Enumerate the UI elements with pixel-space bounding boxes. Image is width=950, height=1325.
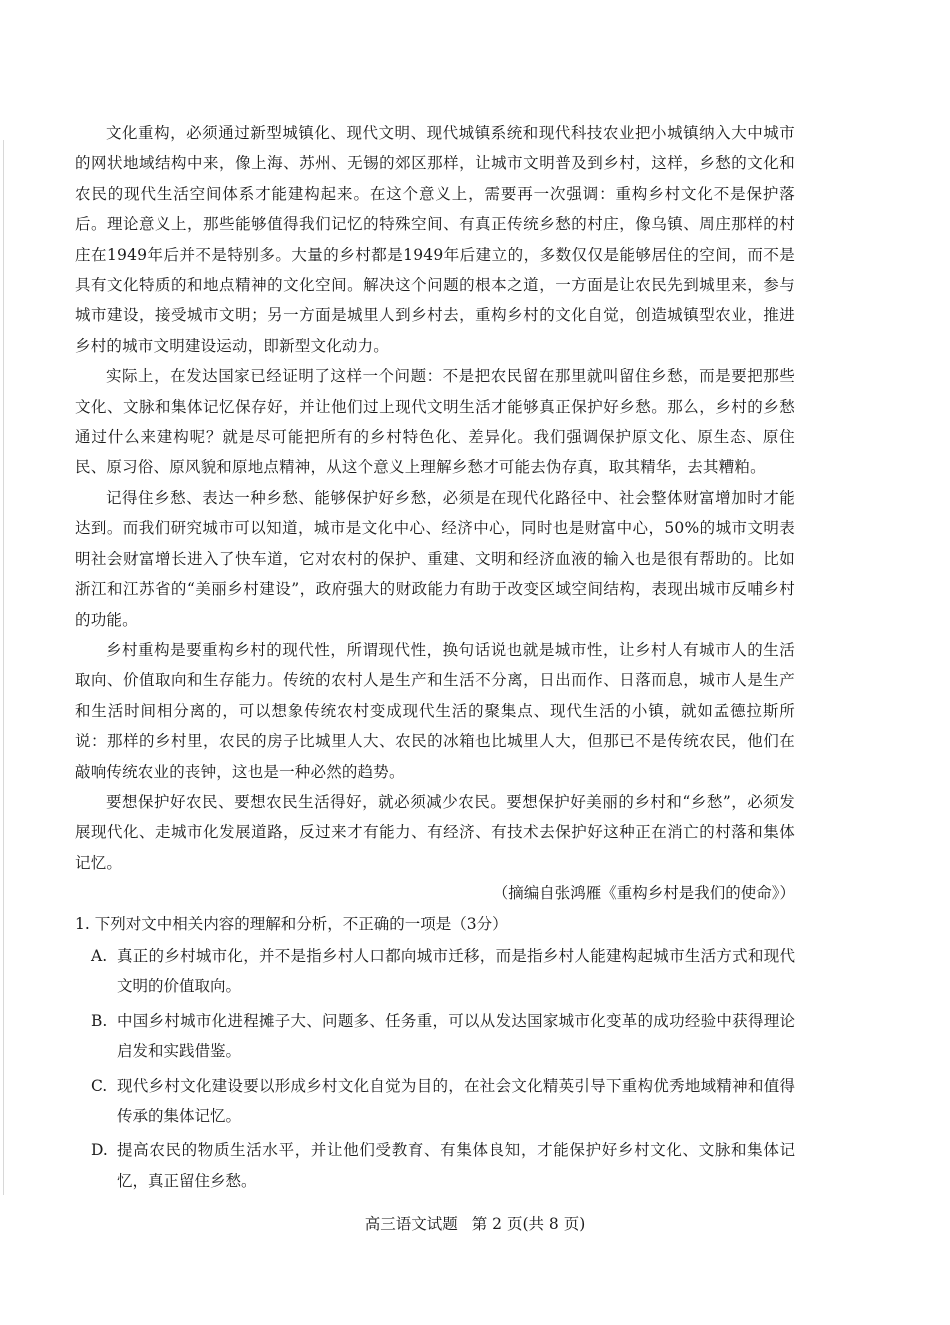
left-margin-rule (3, 140, 4, 1195)
option-d (75, 1135, 795, 1196)
question-1 (75, 909, 795, 1197)
option-text: 中国乡村城市化进程摊子大、问题多、任务重，可以从发达国家城市化变革的成功经验中获得理论启发和实践借鉴。 (117, 1011, 795, 1061)
question-stem: 1. 下列对文中相关内容的理解和分析，不正确的一项是（3分） (75, 914, 508, 933)
passage-paragraph-1: 文化重构，必须通过新型城镇化、现代文明、现代城镇系统和现代科技农业把小城镇纳入大中城市的网状地域结构中来，像上海、苏州、无锡的郊区那样，让城市文明普及到乡村，这样，乡愁的文化和农民的现代生活空间体系才能建构起来。在这个意义上，需要再一次强调：重构乡村文化不是保护落后。理论意义上，那些能够值得我们记忆的特殊空间、有真正传统乡愁的村庄，像乌镇、周庄那样的村庄在1949年后并不是特别多。大量的乡村都是1949年后建立的，多数仅仅是能够居住的空间，而不是具有文化特质的和地点精神的文化空间。解决这个问题的根本之道，一方面是让农民先到城里来，参与城市建设，接受城市文明；另一方面是城里人到乡村去，重构乡村的文化自觉，创造城镇型农业，推进乡村的城市文明建设运动，即新型文化动力。 (75, 124, 795, 355)
page-footer (0, 1212, 950, 1236)
passage-paragraph-5: 要想保护好农民、要想农民生活得好，就必须减少农民。要想保护好美丽的乡村和“乡愁”，必须发展现代化、走城市化发展道路，反过来才有能力、有经济、有技术去保护好这种正在消亡的村落和集体记忆。 (75, 792, 795, 872)
option-key: B. (91, 1011, 108, 1030)
page-number: 第 2 页(共 8 页) (471, 1215, 586, 1233)
option-a (75, 941, 795, 1002)
option-c (75, 1071, 795, 1132)
option-text: 现代乡村文化建设要以形成乡村文化自觉为目的，在社会文化精英引导下重构优秀地域精神和值得传承的集体记忆。 (117, 1076, 795, 1125)
answer-options (75, 941, 795, 1196)
option-key: A. (91, 946, 108, 965)
option-key: D. (91, 1141, 108, 1160)
exam-page-content (75, 118, 795, 1200)
exam-title: 高三语文试题 (364, 1215, 458, 1233)
option-text: 提高农民的物质生活水平，并让他们受教育、有集体良知，才能保护好乡村文化、文脉和集体记忆，真正留住乡愁。 (117, 1141, 795, 1190)
passage-paragraph-4: 乡村重构是要重构乡村的现代性，所谓现代性，换句话说也就是城市性，让乡村人有城市人的生活取向、价值取向和生存能力。传统的农村人是生产和生活不分离，日出而作、日落而息，城市人是生产和生活时间相分离的，可以想象传统农村变成现代生活的聚集点、现代生活的小镇，就如孟德拉斯所说：那样的乡村里，农民的房子比城里人大、农民的冰箱也比城里人大，但那已不是传统农民，他们在敲响传统农业的丧钟，这也是一种必然的趋势。 (75, 640, 795, 781)
option-text: 真正的乡村城市化，并不是指乡村人口都向城市迁移，而是指乡村人能建构起城市生活方式和现代文明的价值取向。 (117, 946, 795, 996)
passage-paragraph-2: 实际上，在发达国家已经证明了这样一个问题：不是把农民留在那里就叫留住乡愁，而是要把那些文化、文脉和集体记忆保存好，并让他们过上现代文明生活才能够真正保护好乡愁。那么，乡村的乡愁通过什么来建构呢？就是尽可能把所有的乡村特色化、差异化。我们强调保护原文化、原生态、原住民、原习俗、原风貌和原地点精神，从这个意义上理解乡愁才可能去伪存真，取其精华，去其糟粕。 (75, 367, 795, 477)
passage-source: （摘编自张鸿雁《重构乡村是我们的使命》） (492, 884, 795, 903)
option-key: C. (91, 1076, 108, 1095)
option-b (75, 1006, 795, 1067)
passage-paragraph-3: 记得住乡愁、表达一种乡愁、能够保护好乡愁，必须是在现代化路径中、社会整体财富增加时才能达到。而我们研究城市可以知道，城市是文化中心、经济中心，同时也是财富中心，50%的城市文明表明社会财富增长进入了快车道，它对农村的保护、重建、文明和经济血液的输入也是很有帮助的。比如浙江和江苏省的“美丽乡村建设”，政府强大的财政能力有助于改变区域空间结构，表现出城市反哺乡村的功能。 (75, 488, 795, 629)
reading-passage (75, 118, 795, 909)
